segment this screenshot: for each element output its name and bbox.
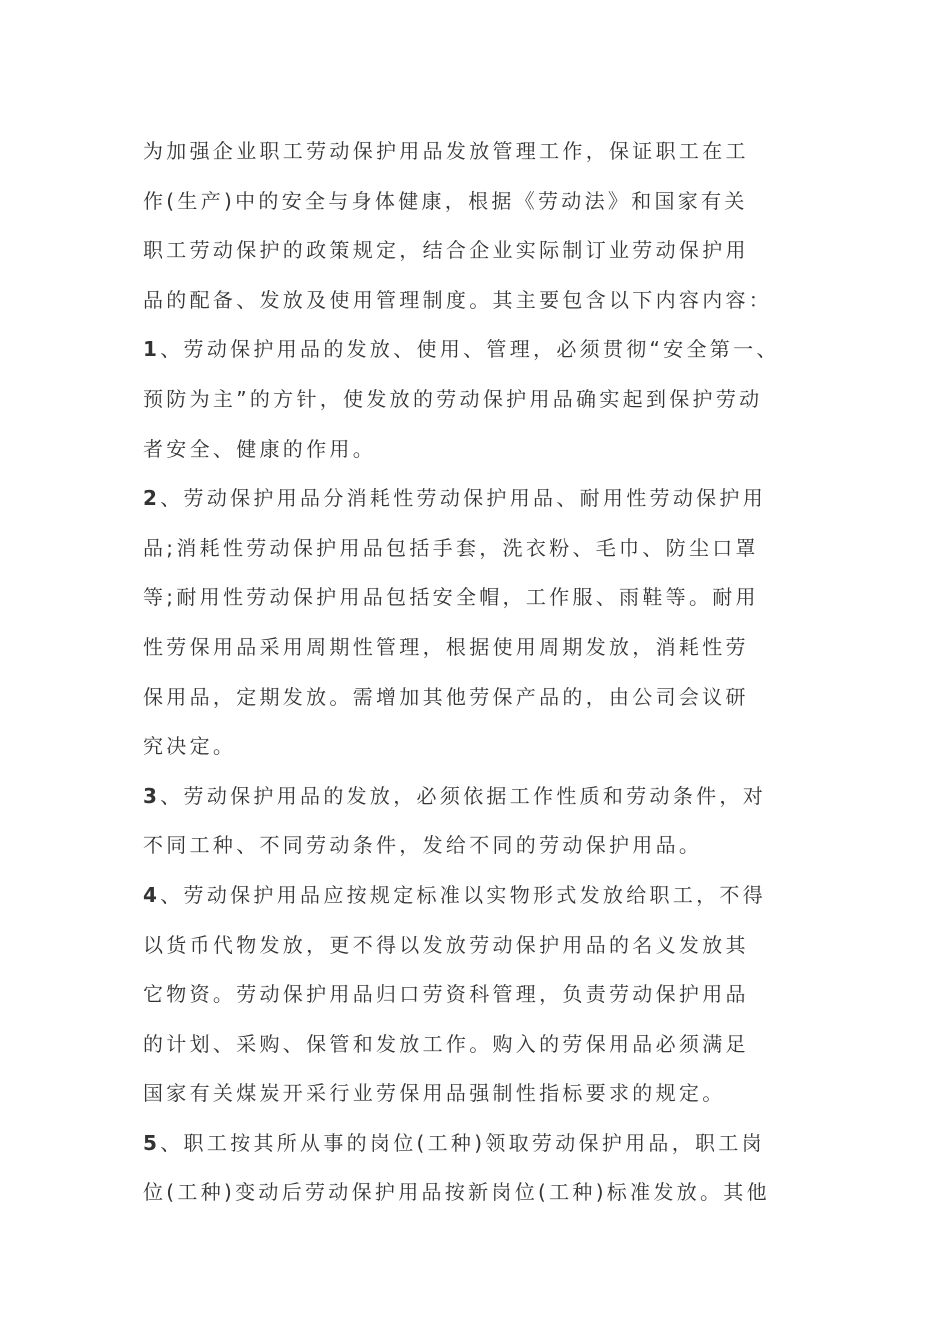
item-4-line-2: 以货币代物发放，更不得以发放劳动保护用品的名义发放其	[143, 932, 749, 957]
item-3-first-text: 、劳动保护用品的发放，必须依据工作性质和劳动条件，对	[160, 783, 767, 808]
intro-line-1: 为加强企业职工劳动保护用品发放管理工作，保证职工在工	[143, 139, 749, 163]
item-5-first-line	[143, 1119, 823, 1169]
item-2-first-line	[143, 474, 823, 524]
item-2-line-6: 究决定。	[143, 734, 237, 759]
item-5-first-text: 、职工按其所从事的岗位(工种)领取劳动保护用品，职工岗	[160, 1130, 765, 1155]
item-5-line-2: 位(工种)变动后劳动保护用品按新岗位(工种)标准发放。其他	[143, 1180, 770, 1205]
item-1-number: 1	[143, 337, 161, 362]
item-2-line-3: 等;耐用性劳动保护用品包括安全帽，工作服、雨鞋等。耐用	[143, 585, 759, 610]
item-3-first-line	[143, 772, 823, 822]
item-4-line-5: 国家有关煤炭开采行业劳保用品强制性指标要求的规定。	[143, 1081, 726, 1106]
item-4-number: 4	[143, 882, 161, 907]
item-4-line-4: 的计划、采购、保管和发放工作。购入的劳保用品必须满足	[143, 1031, 749, 1056]
item-2-first-text: 、劳动保护用品分消耗性劳动保护用品、耐用性劳动保护用	[160, 486, 767, 511]
item-2-line-2: 品;消耗性劳动保护用品包括手套，洗衣粉、毛巾、防尘口罩	[143, 535, 759, 560]
item-5-number: 5	[143, 1130, 161, 1155]
item-4-first-text: 、劳动保护用品应按规定标准以实物形式发放给职工，不得	[160, 882, 767, 907]
intro-line-4: 品的配备、发放及使用管理制度。其主要包含以下内容内容：	[143, 287, 773, 312]
item-4-first-line	[143, 871, 823, 921]
item-1-line-2: 预防为主”的方针，使发放的劳动保护用品确实起到保护劳动	[143, 386, 763, 411]
document-body	[143, 127, 823, 1218]
item-2-line-5: 保用品，定期发放。需增加其他劳保产品的，由公司会议研	[143, 684, 749, 709]
item-3-number: 3	[143, 783, 161, 808]
item-2-line-4: 性劳保用品采用周期性管理，根据使用周期发放，消耗性劳	[143, 634, 749, 659]
item-2-number: 2	[143, 486, 161, 511]
item-1-line-3: 者安全、健康的作用。	[143, 436, 376, 461]
item-1-first-line	[143, 325, 823, 375]
item-4-line-3: 它物资。劳动保护用品归口劳资科管理，负责劳动保护用品	[143, 982, 749, 1007]
item-3-line-2: 不同工种、不同劳动条件，发给不同的劳动保护用品。	[143, 833, 703, 858]
item-1-first-text: 、劳动保护用品的发放、使用、管理，必须贯彻“安全第一、	[160, 337, 780, 362]
intro-line-3: 职工劳动保护的政策规定，结合企业实际制订业劳动保护用	[143, 238, 749, 263]
intro-line-2: 作(生产)中的安全与身体健康，根据《劳动法》和国家有关	[143, 188, 748, 213]
